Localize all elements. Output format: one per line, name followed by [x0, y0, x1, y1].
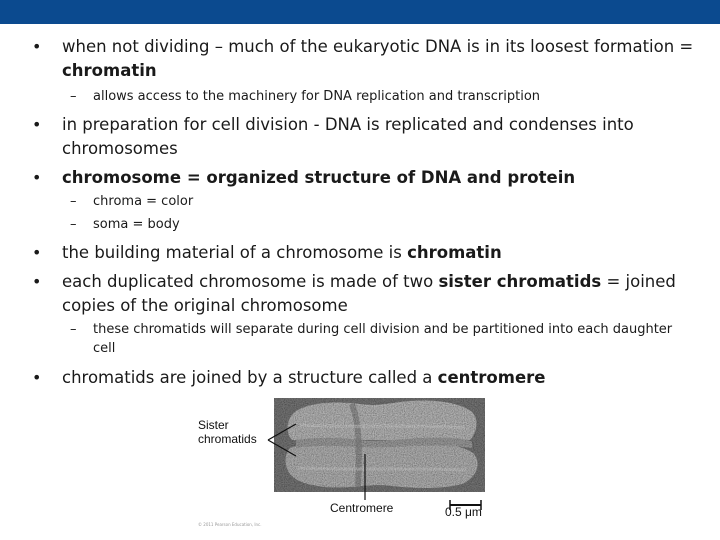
- bullet-5-line-1: each duplicated chromosome is made of two sister chromatids = joined: [62, 272, 676, 291]
- bullet-5-sub-line-2: cell: [93, 341, 116, 356]
- bullet-marker: •: [32, 115, 42, 134]
- bullet-1-line-1: when not dividing – much of the eukaryotic DNA is in its loosest formation =: [62, 37, 694, 56]
- bullet-marker: •: [32, 168, 42, 187]
- dash-marker: –: [70, 322, 77, 337]
- dash-marker: –: [70, 89, 77, 104]
- label-chromatids: chromatids: [198, 432, 257, 446]
- bullet-marker: •: [32, 37, 42, 56]
- lower-chromatid: [286, 443, 478, 488]
- bullet-marker: •: [32, 272, 42, 291]
- label-sister: Sister: [198, 418, 229, 432]
- dash-marker: –: [70, 217, 77, 232]
- bullet-3-sub-2: soma = body: [93, 217, 180, 232]
- bullet-4-line-1: the building material of a chromosome is chromatin: [62, 243, 502, 262]
- scale-label: 0.5 μm: [445, 505, 482, 519]
- bullet-5-line-2: copies of the original chromosome: [62, 296, 348, 315]
- upper-chromatid: [288, 400, 477, 440]
- bullet-2-line-2: chromosomes: [62, 139, 178, 158]
- bullet-5-sub-line-1: these chromatids will separate during cell division and be partitioned into each daughter: [93, 322, 673, 337]
- bullet-2-line-1: in preparation for cell division - DNA is replicated and condenses into: [62, 115, 634, 134]
- dash-marker: –: [70, 194, 77, 209]
- bullet-3-sub-1: chroma = color: [93, 194, 194, 209]
- bullet-1-sub: allows access to the machinery for DNA replication and transcription: [93, 89, 541, 104]
- bullet-marker: •: [32, 368, 42, 387]
- bullet-6-line-1: chromatids are joined by a structure called a centromere: [62, 368, 546, 387]
- bullet-1-line-2: chromatin: [62, 61, 157, 80]
- label-centromere: Centromere: [330, 501, 394, 515]
- bullet-marker: •: [32, 243, 42, 262]
- copyright-note: © 2011 Pearson Education, Inc.: [198, 522, 262, 527]
- bullet-3-line-1: chromosome = organized structure of DNA and protein: [62, 168, 576, 187]
